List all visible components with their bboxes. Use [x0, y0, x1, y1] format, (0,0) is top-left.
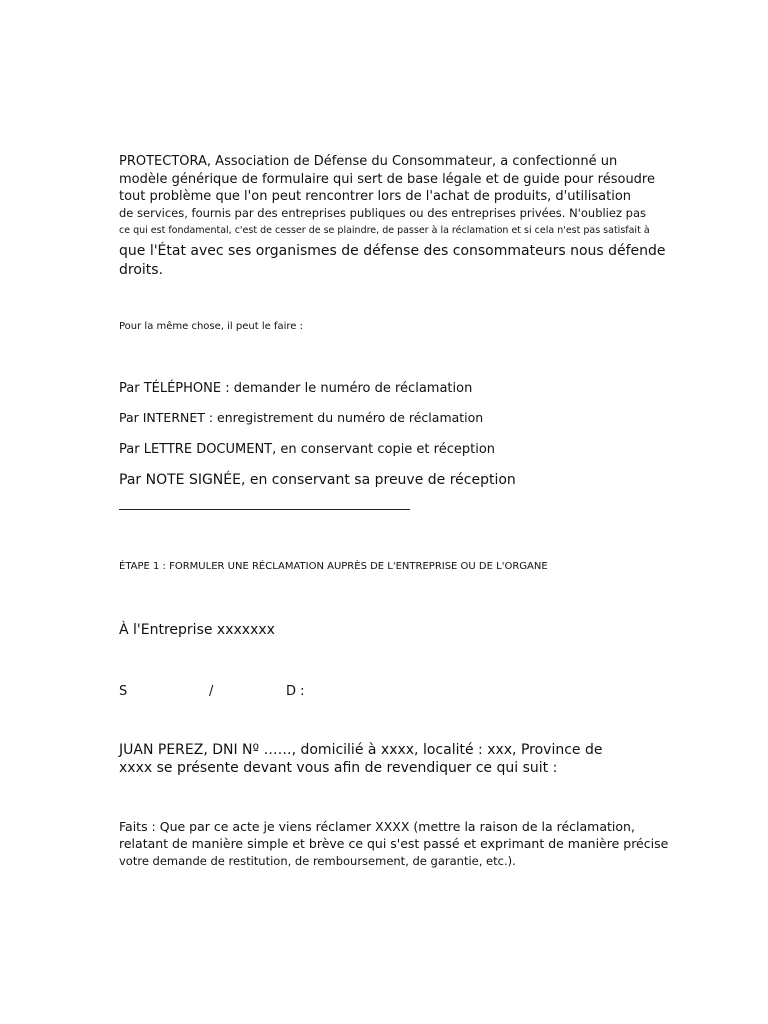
method-signed-note: Par NOTE SIGNÉE, en conservant sa preuve de réception: [119, 472, 516, 488]
separator-rule: [119, 509, 410, 510]
intro-line-4: de services, fournis par des entreprises publiques ou des entreprises privées. N'oubliez pas: [119, 206, 646, 220]
intro-line-2: modèle générique de formulaire qui sert de base légale et de guide pour résoudre: [119, 172, 655, 187]
method-telephone: Par TÉLÉPHONE : demander le numéro de réclamation: [119, 381, 473, 396]
method-letter: Par LETTRE DOCUMENT, en conservant copie et réception: [119, 442, 496, 457]
sd-slash: /: [209, 684, 214, 699]
facts-line-2: relatant de manière simple et brève ce qui s'est passé et exprimant de manière précise: [119, 836, 669, 851]
claimant-line-1: JUAN PEREZ, DNI Nº ……, domicilié à xxxx, localité : xxx, Province de: [119, 742, 603, 758]
sd-s: S: [119, 684, 128, 699]
intro-line-3: tout problème que l'on peut rencontrer lors de l'achat de produits, d'utilisation: [119, 189, 632, 204]
step1-heading: ÉTAPE 1 : FORMULER UNE RÉCLAMATION AUPRÈS DE L'ENTREPRISE OU DE L'ORGANE: [119, 561, 548, 572]
recipient-line: À l'Entreprise xxxxxxx: [119, 622, 275, 638]
intro-line-5: ce qui est fondamental, c'est de cesser de se plaindre, de passer à la réclamation et si cela n'est pas satisfait à: [119, 225, 650, 236]
lead-text: Pour la même chose, il peut le faire :: [119, 321, 303, 332]
method-internet: Par INTERNET : enregistrement du numéro de réclamation: [119, 410, 484, 425]
facts-line-3: votre demande de restitution, de remboursement, de garantie, etc.).: [119, 854, 516, 868]
intro-line-1: PROTECTORA, Association de Défense du Consommateur, a confectionné un: [119, 154, 618, 169]
intro-line-7: droits.: [119, 262, 164, 278]
claimant-line-2: xxxx se présente devant vous afin de revendiquer ce qui suit :: [119, 760, 558, 776]
sd-d: D :: [286, 684, 305, 699]
intro-line-6: que l'État avec ses organismes de défense des consommateurs nous défende: [119, 243, 666, 259]
facts-line-1: Faits : Que par ce acte je viens réclamer XXXX (mettre la raison de la réclamation,: [119, 819, 635, 834]
